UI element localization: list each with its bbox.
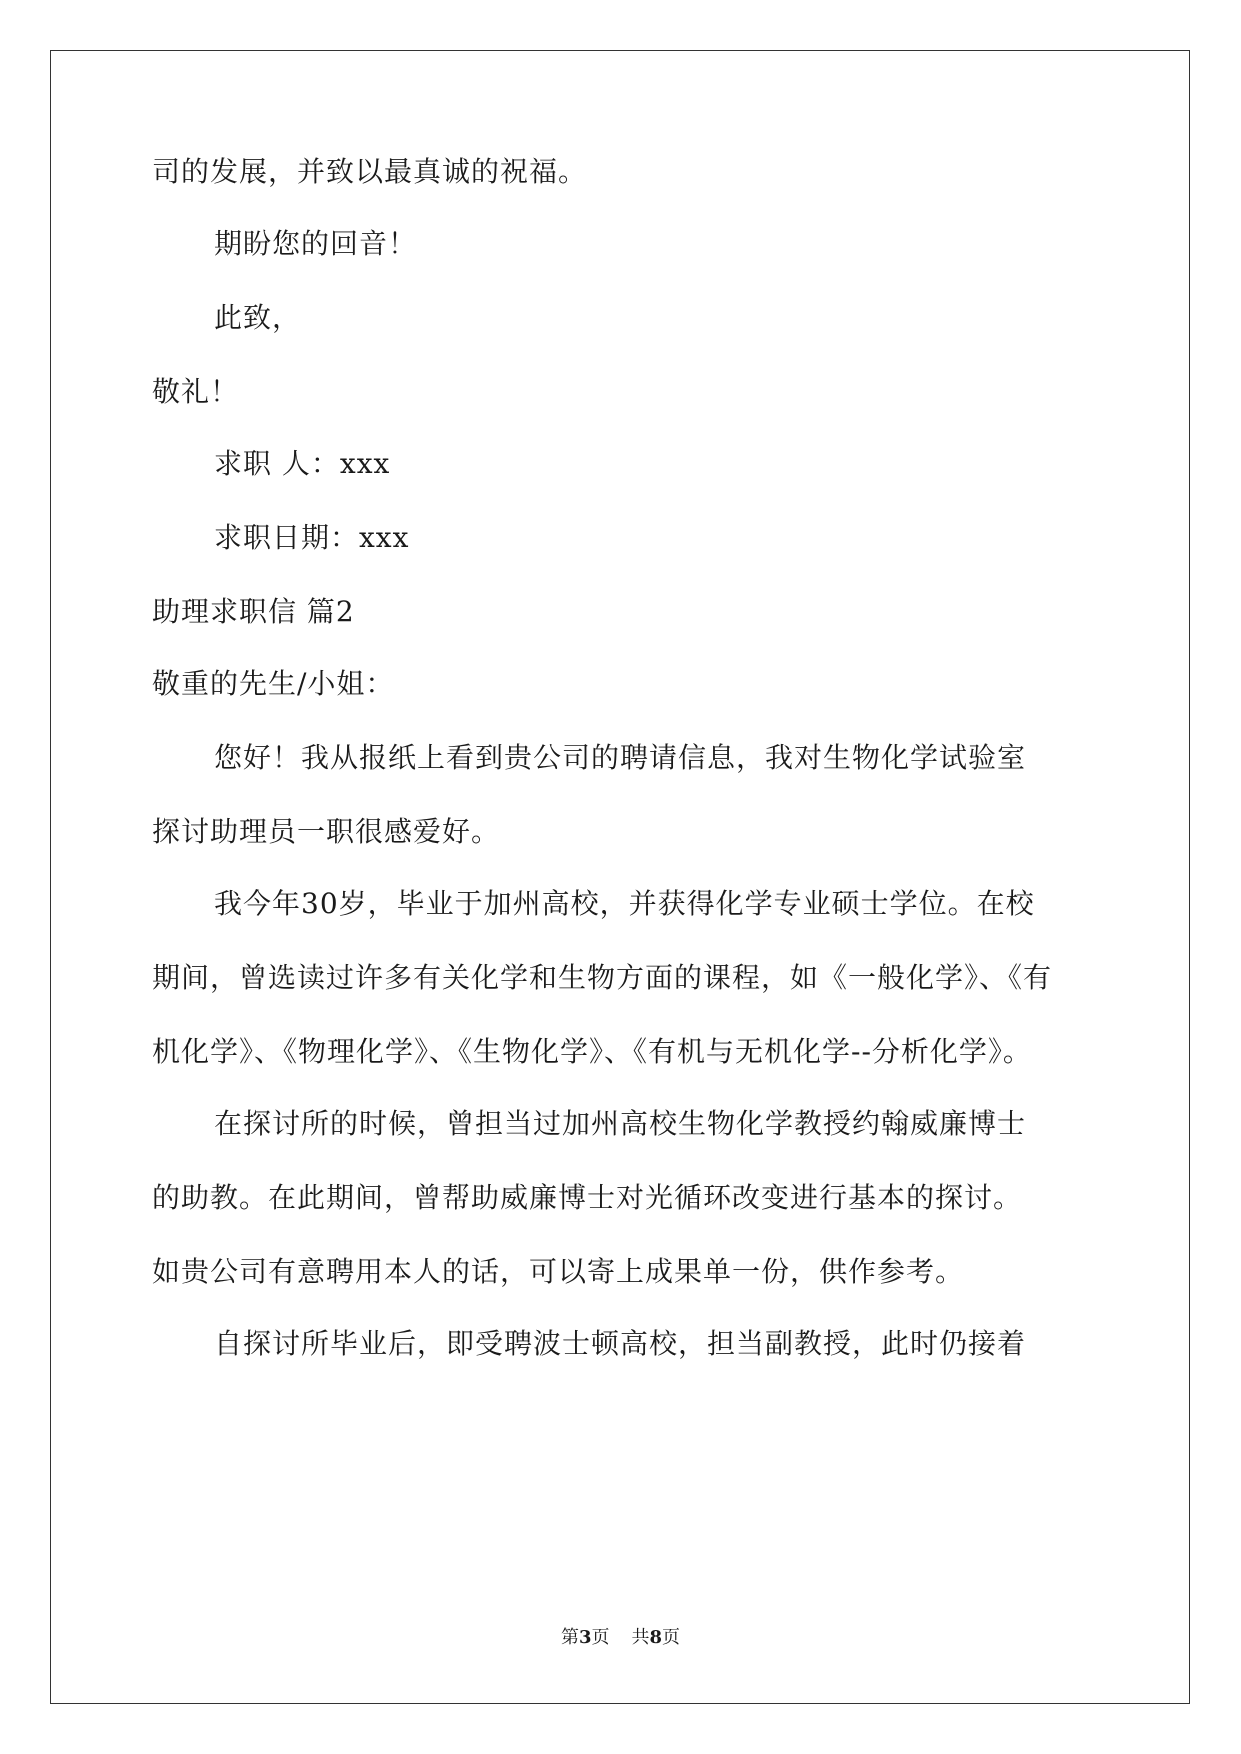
page-suffix: 页 <box>591 1627 610 1648</box>
text-line: 司的发展，并致以最真诚的祝福。 <box>152 155 588 188</box>
text-line: 您好！我从报纸上看到贵公司的聘请信息，我对生物化学试验室 <box>214 741 1027 774</box>
text-line: 求职 人：xxx <box>214 447 391 480</box>
salutation: 敬重的先生/小姐： <box>152 667 395 700</box>
text-line: 期间，曾选读过许多有关化学和生物方面的课程，如《一般化学》、《有 <box>152 961 1053 994</box>
text-line: 我今年30岁，毕业于加州高校，并获得化学专业硕士学位。在校 <box>214 887 1035 920</box>
text-line: 自探讨所毕业后，即受聘波士顿高校，担当副教授，此时仍接着 <box>214 1327 1027 1360</box>
page-footer <box>0 1626 1241 1650</box>
text-line: 的助教。在此期间，曾帮助威廉博士对光循环改变进行基本的探讨。 <box>152 1181 1023 1214</box>
text-line: 探讨助理员一职很感爱好。 <box>152 815 501 848</box>
text-line: 如贵公司有意聘用本人的话，可以寄上成果单一份，供作参考。 <box>152 1255 965 1288</box>
total-suffix: 页 <box>662 1627 681 1648</box>
text-line: 机化学》、《物理化学》、《生物化学》、《有机与无机化学--分析化学》。 <box>152 1035 1032 1068</box>
current-page-number: 3 <box>578 1627 592 1648</box>
text-line: 此致， <box>214 301 302 334</box>
total-prefix: 共 <box>631 1627 650 1648</box>
total-pages-number: 8 <box>649 1627 663 1648</box>
text-line: 求职日期：xxx <box>214 521 410 554</box>
page-prefix: 第 <box>560 1627 579 1648</box>
text-line: 期盼您的回音！ <box>214 227 418 260</box>
text-line: 在探讨所的时候，曾担当过加州高校生物化学教授约翰威廉博士 <box>214 1107 1027 1140</box>
text-line: 敬礼！ <box>152 375 240 408</box>
section-heading: 助理求职信 篇2 <box>152 595 355 628</box>
